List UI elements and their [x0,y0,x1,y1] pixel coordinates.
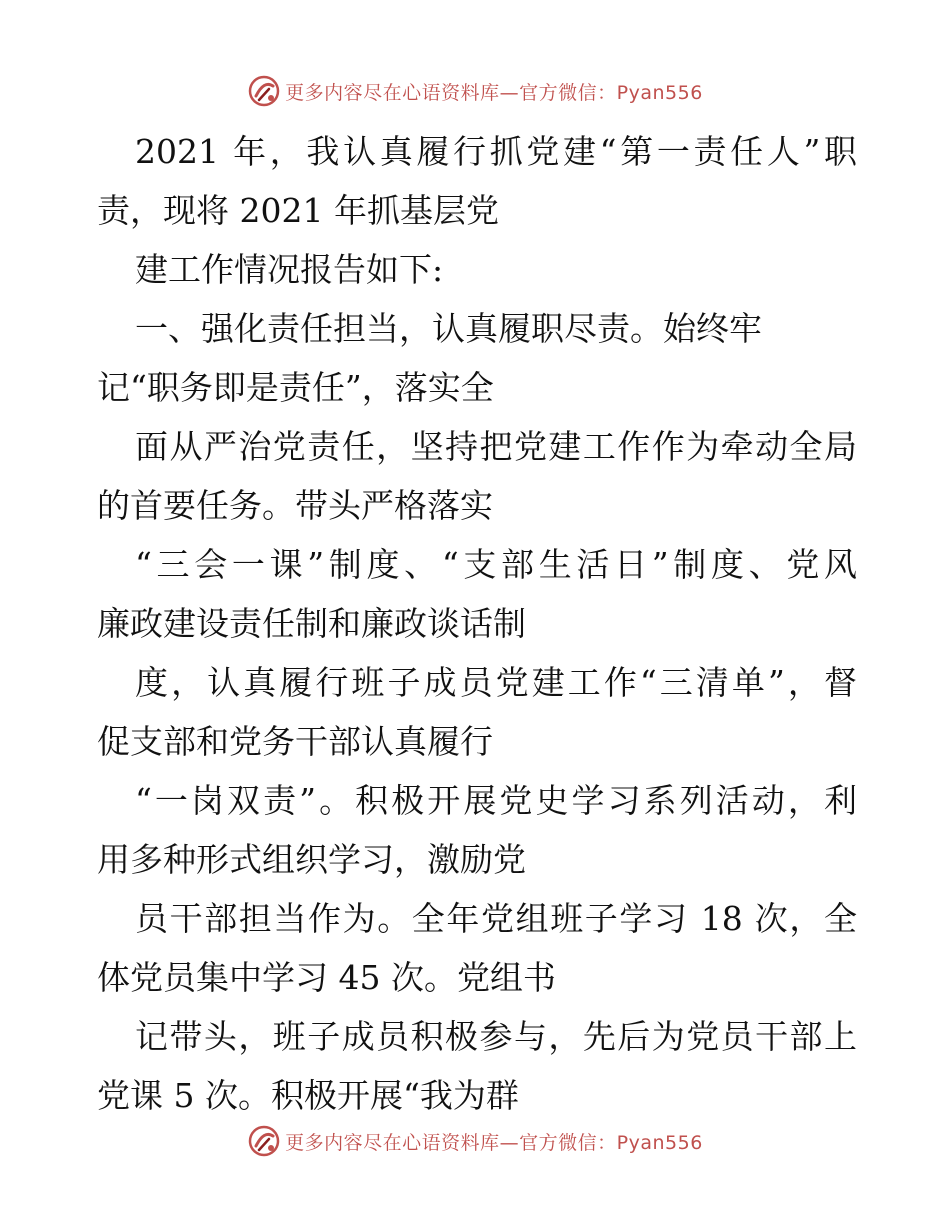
seal-logo-icon [247,1124,281,1158]
body-line: 廉政建设责任制和廉政谈话制 [97,604,526,643]
footer-banner-text: 更多内容尽在心语资料库—官方微信：Pyan556 [285,1131,703,1154]
body-line: 度，认真履行班子成员党建工作“三清单”，督 [135,663,857,702]
header-banner-text: 更多内容尽在心语资料库—官方微信：Pyan556 [285,81,703,104]
body-line: 面从严治党责任，坚持把党建工作作为牵动全局 [135,427,857,466]
body-line: 党课 5 次。积极开展“我为群 [97,1076,519,1115]
body-line: 2021 年，我认真履行抓党建“第一责任人”职 [135,132,857,171]
body-line: 记“职务即是责任”，落实全 [97,368,494,407]
body-line: 一、强化责任担当，认真履职尽责。始终牢 [135,309,762,348]
document-body [97,122,857,1125]
body-line: 的首要任务。带头严格落实 [97,486,493,525]
footer-banner [0,1121,950,1161]
body-line: 记带头，班子成员积极参与，先后为党员干部上 [135,1017,857,1056]
body-line: “三会一课”制度、“支部生活日”制度、党风 [135,545,857,584]
header-banner [0,71,950,111]
body-line: 责，现将 2021 年抓基层党 [97,191,499,230]
body-line: 建工作情况报告如下: [135,250,444,289]
body-line: 体党员集中学习 45 次。党组书 [97,958,556,997]
body-line: “一岗双责”。积极开展党史学习系列活动，利 [135,781,857,820]
body-line: 员干部担当作为。全年党组班子学习 18 次，全 [135,899,857,938]
body-line: 用多种形式组织学习，激励党 [97,840,526,879]
body-line: 促支部和党务干部认真履行 [97,722,493,761]
seal-logo-icon [247,74,281,108]
